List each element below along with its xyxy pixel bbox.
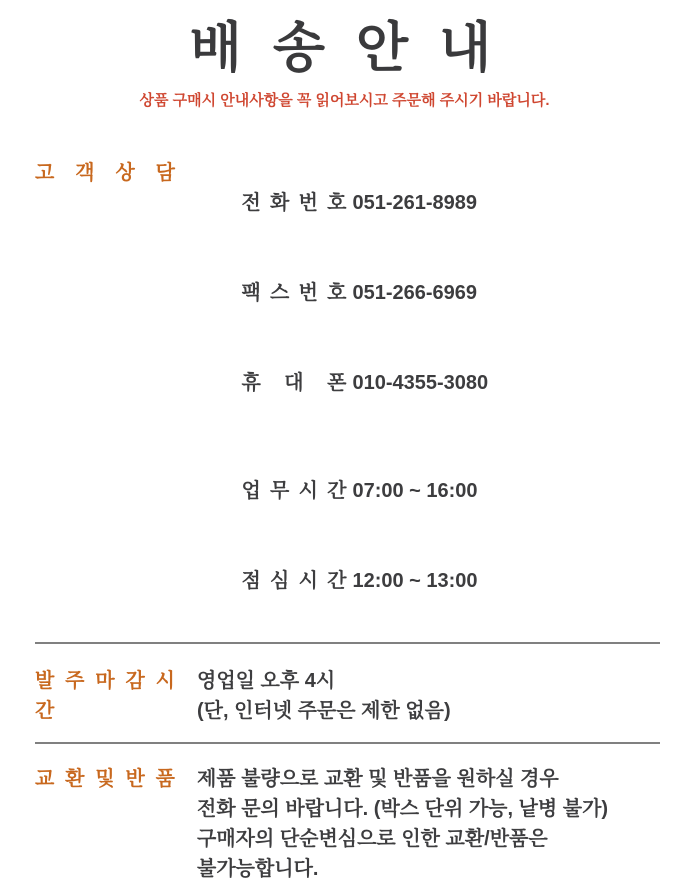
lunch-hours-label: 점 심 시 간 [241,570,347,592]
section-label-order-deadline: 발 주 마 감 시 간 [35,670,175,722]
blank-line-spacer [197,428,488,446]
section-label-customer-service: 고 객 상 담 [35,162,175,184]
lunch-hours-row [197,536,488,626]
section-label-exchange-return: 교 환 및 반 품 [35,768,175,790]
phone-number-row [197,158,488,248]
mobile-number-value: 010-4355-3080 [352,372,489,394]
lunch-hours-value: 12:00 ~ 13:00 [352,570,478,592]
exchange-policy-line: 제품 불량으로 교환 및 반품을 원하실 경우 [197,768,559,790]
exchange-policy-line: 불가능합니다. [197,858,319,880]
section-divider-1 [35,642,660,644]
fax-number-value: 051-266-6969 [352,282,478,304]
deadline-line: 영업일 오후 4시 [197,670,336,692]
business-hours-label: 업 무 시 간 [241,480,347,502]
page-title: 배 송 안 내 [189,18,500,78]
page-subtitle: 상품 구매시 안내사항을 꼭 읽어보시고 주문해 주시기 바랍니다. [139,92,550,109]
exchange-policy-line: 구매자의 단순변심으로 인한 교환/반품은 [197,828,548,850]
business-hours-row [197,446,488,536]
fax-number-label: 팩 스 번 호 [241,282,347,304]
mobile-number-label: 휴 대 폰 [241,372,347,394]
section-customer-service [0,158,689,626]
phone-number-value: 051-261-8989 [352,192,478,214]
section-exchange-return [0,764,689,884]
business-hours-value: 07:00 ~ 16:00 [352,480,478,502]
exchange-policy-line: 전화 문의 바랍니다. (박스 단위 가능, 낱병 불가) [197,798,609,820]
order-deadline-content [197,666,451,726]
exchange-return-content [197,764,608,884]
fax-number-row [197,248,488,338]
deadline-exception-line: (단, 인터넷 주문은 제한 없음) [197,700,451,722]
customer-service-content [197,158,488,626]
phone-number-label: 전 화 번 호 [241,192,347,214]
mobile-number-row [197,338,488,428]
section-order-deadline [0,666,689,726]
section-divider-2 [35,742,660,744]
